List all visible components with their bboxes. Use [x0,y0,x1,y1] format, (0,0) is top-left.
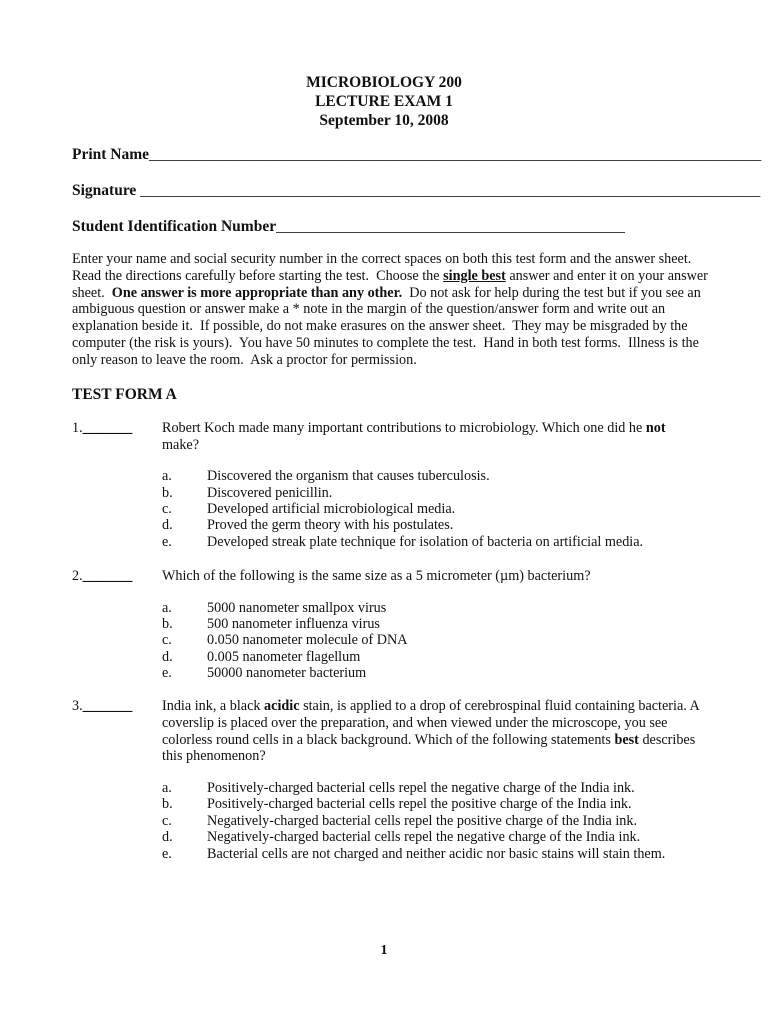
question-3-option-c [162,813,637,830]
instructions-line: answer and enter it on your answer [505,267,708,284]
option-text: 0.050 nanometer molecule of DNA [207,632,408,648]
option-letter: e. [162,846,172,862]
question-1-option-d [162,517,453,534]
signature-label: Signature [72,182,141,199]
question-2-option-a [162,600,386,617]
instructions-line: ambiguous question or answer make a * note in the margin of the question/answer form and write out an [72,301,666,318]
option-text: Bacterial cells are not charged and neither acidic nor basic stains will stain them. [207,846,666,862]
instructions-line: sheet. [72,284,112,301]
option-text: 50000 nanometer bacterium [207,665,367,681]
question-2-option-d [162,649,360,666]
option-text: Positively-charged bacterial cells repel the positive charge of the India ink. [207,796,632,812]
answer-blank[interactable]: _______ [82,698,133,714]
student-id-field[interactable] [72,218,625,236]
option-letter: b. [162,796,173,812]
print-name-field[interactable] [72,146,761,164]
student-id-label: Student Identification Number [72,218,277,235]
question-2-option-c [162,632,408,649]
option-text: 0.005 nanometer flagellum [207,649,361,665]
question-text: this phenomenon? [162,748,266,765]
option-text: Discovered penicillin. [207,485,333,501]
question-1-number[interactable] [72,420,132,437]
option-letter: c. [162,501,172,517]
question-number: 3. [72,698,83,714]
one-answer-emphasis: One answer is more appropriate than any other. [111,284,403,301]
option-letter: d. [162,517,173,533]
question-2-text: Which of the following is the same size as a 5 micrometer (µm) bacterium? [162,568,591,584]
question-text: describes [638,731,696,748]
option-letter: b. [162,616,173,632]
signature-line: ________________________________________________________________________________ [140,182,761,199]
question-3-option-e [162,846,665,863]
print-name-line: _______________________________________________________________________________ [149,146,762,163]
option-text: 5000 nanometer smallpox virus [207,600,387,616]
option-letter: a. [162,780,172,796]
option-letter: d. [162,649,173,665]
instructions-line: explanation beside it. If possible, do not make erasures on the answer sheet. They may be misgraded by the [72,318,688,335]
option-letter: a. [162,600,172,616]
option-text: Developed artificial microbiological media. [207,501,456,517]
question-text: colorless round cells in a black background. Which of the following statements [162,731,615,748]
question-1-option-b [162,485,332,502]
question-text: coverslip is placed over the preparation, and when viewed under the microscope, you see [162,714,668,731]
option-letter: c. [162,813,172,829]
signature-field[interactable] [72,182,760,200]
option-letter: a. [162,468,172,484]
acidic-emphasis: acidic [264,698,300,714]
option-text: Positively-charged bacterial cells repel the negative charge of the India ink. [207,780,635,796]
course-title: MICROBIOLOGY 200 [306,74,462,91]
question-3-number[interactable] [72,698,132,715]
question-1-option-a [162,468,490,485]
option-text: Negatively-charged bacterial cells repel the negative charge of the India ink. [207,829,641,845]
option-letter: e. [162,534,172,550]
exam-title: LECTURE EXAM 1 [315,93,453,110]
instructions-line: only reason to leave the room. Ask a proctor for permission. [72,351,417,368]
option-letter: c. [162,632,172,648]
single-best-emphasis: single best [443,267,506,284]
option-letter: b. [162,485,173,501]
question-1-text [162,420,702,454]
question-3-option-a [162,780,635,797]
option-text: 500 nanometer influenza virus [207,616,380,632]
question-1-option-c [162,501,455,518]
instructions-line: Read the directions carefully before starting the test. Choose the [72,267,444,284]
exam-date: September 10, 2008 [319,112,449,129]
question-1-option-e [162,534,643,551]
option-text: Proved the germ theory with his postulates. [207,517,454,533]
option-text: Discovered the organism that causes tuberculosis. [207,468,490,484]
student-id-line: _____________________________________________ [276,218,625,235]
question-number: 2. [72,568,83,584]
question-2-option-b [162,616,380,633]
question-text: stain, is applied to a drop of cerebrospinal fluid containing bacteria. A [299,698,700,714]
question-text: make? [162,436,200,453]
option-text: Developed streak plate technique for isolation of bacteria on artificial media. [207,534,644,550]
question-3-option-b [162,796,632,813]
question-text: Robert Koch made many important contributions to microbiology. Which one did he [162,420,646,436]
question-2-number[interactable] [72,568,132,585]
question-2-option-e [162,665,366,682]
question-number: 1. [72,420,83,436]
print-name-label: Print Name [72,146,150,163]
best-emphasis: best [614,731,639,748]
instructions [72,251,708,369]
option-letter: e. [162,665,172,681]
option-letter: d. [162,829,173,845]
instructions-line: computer (the risk is yours). You have 50 minutes to complete the test. Hand in both test forms. Illness is the [72,334,699,351]
question-3-text [162,698,702,765]
answer-blank[interactable]: _______ [82,420,133,436]
test-form-heading: TEST FORM A [72,386,177,403]
instructions-line: Enter your name and social security number in the correct spaces on both this test form and the answer sheet. [72,251,692,267]
question-text: India ink, a black [162,698,265,714]
question-3-option-d [162,829,640,846]
option-text: Negatively-charged bacterial cells repel the positive charge of the India ink. [207,813,638,829]
answer-blank[interactable]: _______ [82,568,133,584]
not-emphasis: not [645,420,666,436]
page-number: 1 [380,943,388,958]
instructions-line: Do not ask for help during the test but if you see an [402,284,701,301]
